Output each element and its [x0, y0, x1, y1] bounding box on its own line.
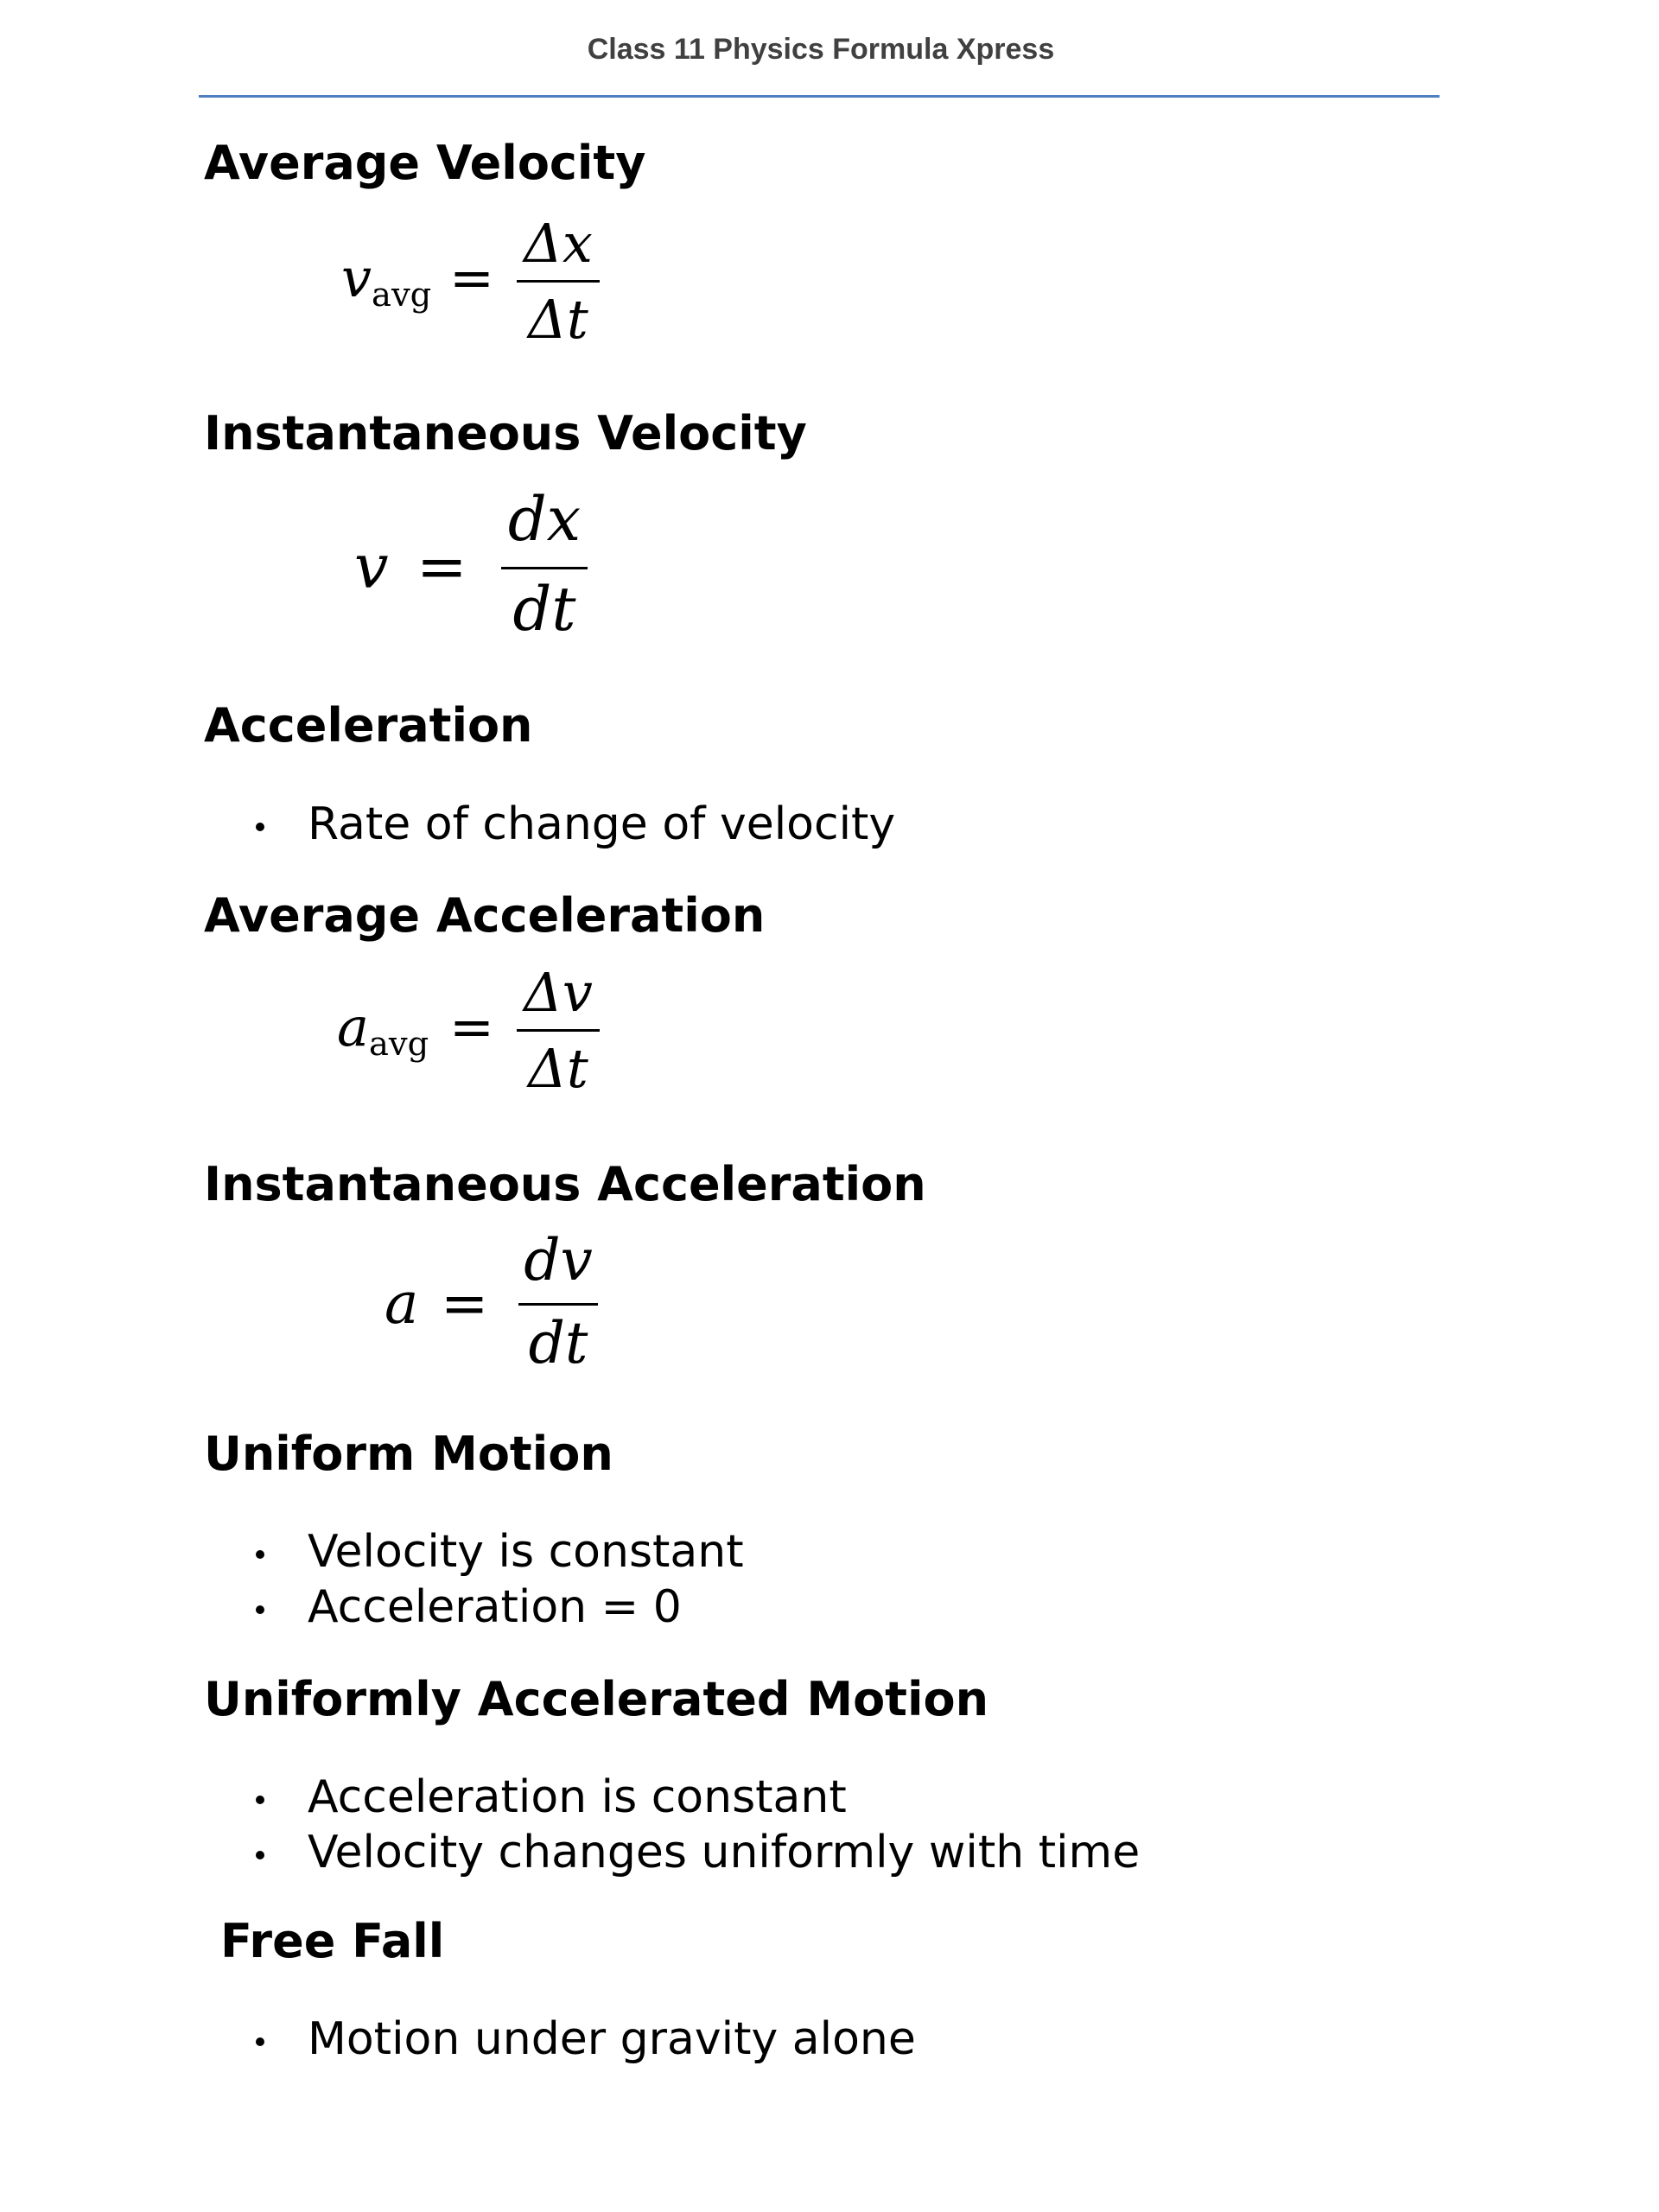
section-heading-average-acceleration: Average Acceleration: [204, 888, 766, 943]
formula-equals: =: [449, 246, 494, 309]
formula-numerator: dv: [524, 1227, 593, 1294]
formula-lhs: a: [337, 995, 369, 1058]
formula-fraction: [501, 484, 588, 648]
formula-numerator: Δx: [524, 212, 593, 275]
formula-lhs: a: [385, 1270, 419, 1337]
formula-equals: =: [416, 531, 467, 602]
fraction-bar: [501, 567, 588, 569]
formula-lhs: v: [354, 531, 389, 602]
bullet-dot-icon: [256, 1550, 264, 1559]
list-item-text: Acceleration = 0: [308, 1581, 682, 1633]
formula-fraction: [517, 961, 600, 1099]
formula-fraction: [517, 212, 600, 350]
formula-lhs-subscript: avg: [368, 1024, 429, 1064]
section-heading-average-velocity: Average Velocity: [204, 136, 646, 190]
list-item-text: Velocity is constant: [308, 1526, 744, 1578]
formula-fraction: [518, 1227, 598, 1382]
formula-denominator: Δt: [528, 1037, 588, 1100]
formula-lhs: v: [341, 246, 372, 309]
fraction-bar: [518, 1303, 598, 1306]
bullet-dot-icon: [256, 1605, 264, 1614]
bullet-dot-icon: [256, 823, 264, 831]
formula-equals: =: [449, 995, 494, 1058]
formula-denominator: dt: [512, 574, 576, 645]
section-heading-acceleration: Acceleration: [204, 698, 533, 753]
section-heading-uniformly-accelerated-motion: Uniformly Accelerated Motion: [204, 1672, 989, 1726]
section-heading-instantaneous-acceleration: Instantaneous Acceleration: [204, 1157, 926, 1211]
section-heading-uniform-motion: Uniform Motion: [204, 1427, 613, 1481]
formula-average-velocity: [341, 212, 635, 350]
list-item-text: Velocity changes uniformly with time: [308, 1827, 1141, 1878]
fraction-bar: [517, 280, 600, 283]
header-divider: [199, 95, 1440, 98]
page-header-title: Class 11 Physics Formula Xpress: [587, 33, 1055, 66]
fraction-bar: [517, 1029, 600, 1032]
section-heading-free-fall: Free Fall: [220, 1914, 445, 1968]
formula-equals: =: [441, 1270, 489, 1337]
formula-denominator: Δt: [528, 288, 588, 351]
bullet-dot-icon: [256, 2037, 264, 2046]
formula-average-acceleration: [337, 961, 631, 1099]
bullet-dot-icon: [256, 1796, 264, 1804]
formula-lhs-subscript: avg: [372, 275, 432, 315]
formula-instantaneous-acceleration: [385, 1227, 626, 1382]
bullet-dot-icon: [256, 1851, 264, 1859]
list-item-text: Acceleration is constant: [308, 1771, 847, 1823]
formula-numerator: dx: [507, 484, 582, 555]
formula-denominator: dt: [528, 1310, 588, 1376]
formula-instantaneous-velocity: [354, 484, 613, 648]
list-item-text: Motion under gravity alone: [308, 2013, 916, 2065]
section-heading-instantaneous-velocity: Instantaneous Velocity: [204, 406, 807, 461]
formula-numerator: Δv: [524, 961, 593, 1024]
list-item-text: Rate of change of velocity: [308, 798, 896, 850]
